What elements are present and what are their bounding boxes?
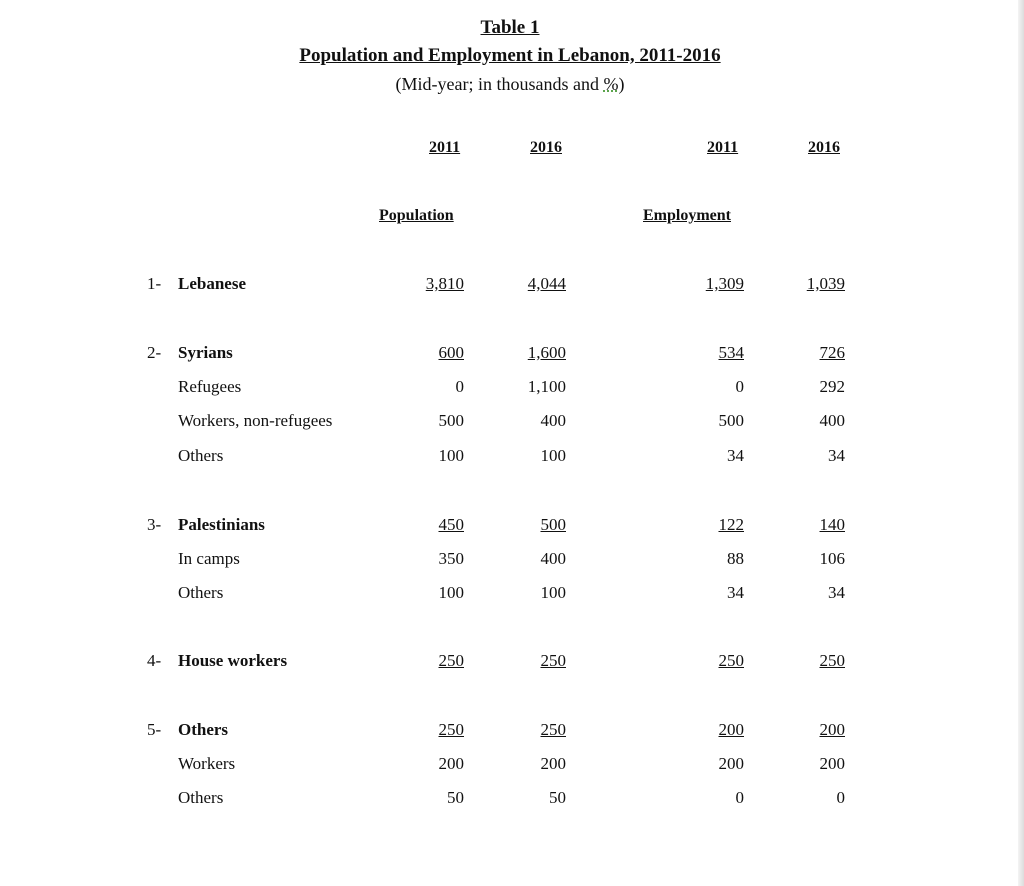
table-cell: 0 bbox=[735, 377, 744, 396]
row-index: 2- bbox=[147, 343, 162, 362]
table-cell: 500 bbox=[438, 411, 464, 430]
col-year-pop-2016: 2016 bbox=[530, 139, 562, 156]
table-cell: 88 bbox=[727, 549, 744, 568]
row-subcategory-label: Others bbox=[178, 583, 224, 602]
table-cell: 350 bbox=[438, 549, 464, 568]
table-cell: 250 bbox=[438, 651, 464, 670]
group-header-employment: Employment bbox=[643, 207, 731, 224]
row-category-label: Lebanese bbox=[178, 274, 246, 293]
col-year-emp-2011: 2011 bbox=[707, 139, 739, 156]
table-title: Population and Employment in Lebanon, 2011-2016 bbox=[299, 45, 721, 66]
table-cell: 500 bbox=[540, 515, 566, 534]
table-cell: 726 bbox=[819, 343, 845, 362]
table-cell: 3,810 bbox=[425, 274, 464, 293]
table-cell: 140 bbox=[819, 515, 845, 534]
row-subcategory-label: Workers bbox=[178, 754, 236, 773]
table-cell: 200 bbox=[718, 720, 744, 739]
table-cell: 250 bbox=[718, 651, 744, 670]
table-cell: 250 bbox=[540, 720, 566, 739]
table-cell: 100 bbox=[438, 583, 464, 602]
table-cell: 50 bbox=[549, 788, 566, 807]
table-note bbox=[0, 75, 1020, 93]
table-cell: 100 bbox=[438, 446, 464, 465]
table-cell: 534 bbox=[718, 343, 744, 362]
page-edge-shadow bbox=[1018, 0, 1024, 886]
row-subcategory-label: Refugees bbox=[178, 377, 242, 396]
table-cell: 400 bbox=[540, 549, 566, 568]
table-cell: 500 bbox=[718, 411, 744, 430]
row-subcategory-label: Others bbox=[178, 446, 224, 465]
table-cell: 1,309 bbox=[705, 274, 744, 293]
table-cell: 250 bbox=[438, 720, 464, 739]
group-header-population: Population bbox=[379, 207, 454, 224]
table-cell: 1,600 bbox=[527, 343, 566, 362]
table-cell: 200 bbox=[819, 720, 845, 739]
table-cell: 400 bbox=[540, 411, 566, 430]
table-cell: 292 bbox=[819, 377, 845, 396]
table-cell: 34 bbox=[828, 583, 845, 602]
table-cell: 0 bbox=[735, 788, 744, 807]
row-category-label: Palestinians bbox=[178, 515, 265, 534]
table-cell: 34 bbox=[828, 446, 845, 465]
row-category-label: Others bbox=[178, 720, 229, 739]
table-cell: 34 bbox=[727, 446, 744, 465]
row-category-label: Syrians bbox=[178, 343, 233, 362]
note-text: (Mid-year; in thousands and bbox=[395, 74, 604, 94]
table-cell: 1,100 bbox=[527, 377, 566, 396]
table-cell: 1,039 bbox=[806, 274, 845, 293]
row-index: 1- bbox=[147, 274, 162, 293]
table-cell: 600 bbox=[438, 343, 464, 362]
table-cell: 50 bbox=[447, 788, 464, 807]
table-cell: 250 bbox=[540, 651, 566, 670]
note-percent: % bbox=[603, 74, 619, 94]
row-index: 5- bbox=[147, 720, 162, 739]
table-cell: 0 bbox=[836, 788, 845, 807]
col-year-emp-2016: 2016 bbox=[808, 139, 840, 156]
table-number: Table 1 bbox=[480, 17, 540, 38]
note-close: ) bbox=[618, 74, 625, 94]
row-subcategory-label: In camps bbox=[178, 549, 240, 568]
table-cell: 200 bbox=[540, 754, 566, 773]
table-cell: 34 bbox=[727, 583, 744, 602]
row-subcategory-label: Workers, non-refugees bbox=[178, 411, 333, 430]
table-cell: 100 bbox=[540, 583, 566, 602]
table-cell: 450 bbox=[438, 515, 464, 534]
table-cell: 4,044 bbox=[527, 274, 566, 293]
table-cell: 200 bbox=[819, 754, 845, 773]
table-cell: 100 bbox=[540, 446, 566, 465]
row-index: 4- bbox=[147, 651, 162, 670]
row-subcategory-label: Others bbox=[178, 788, 224, 807]
table-cell: 122 bbox=[718, 515, 744, 534]
table-cell: 200 bbox=[438, 754, 464, 773]
table-cell: 250 bbox=[819, 651, 845, 670]
col-year-pop-2011: 2011 bbox=[429, 139, 461, 156]
table-cell: 200 bbox=[718, 754, 744, 773]
table-cell: 400 bbox=[819, 411, 845, 430]
row-index: 3- bbox=[147, 515, 162, 534]
table-cell: 106 bbox=[819, 549, 845, 568]
table-cell: 0 bbox=[455, 377, 464, 396]
row-category-label: House workers bbox=[178, 651, 288, 670]
